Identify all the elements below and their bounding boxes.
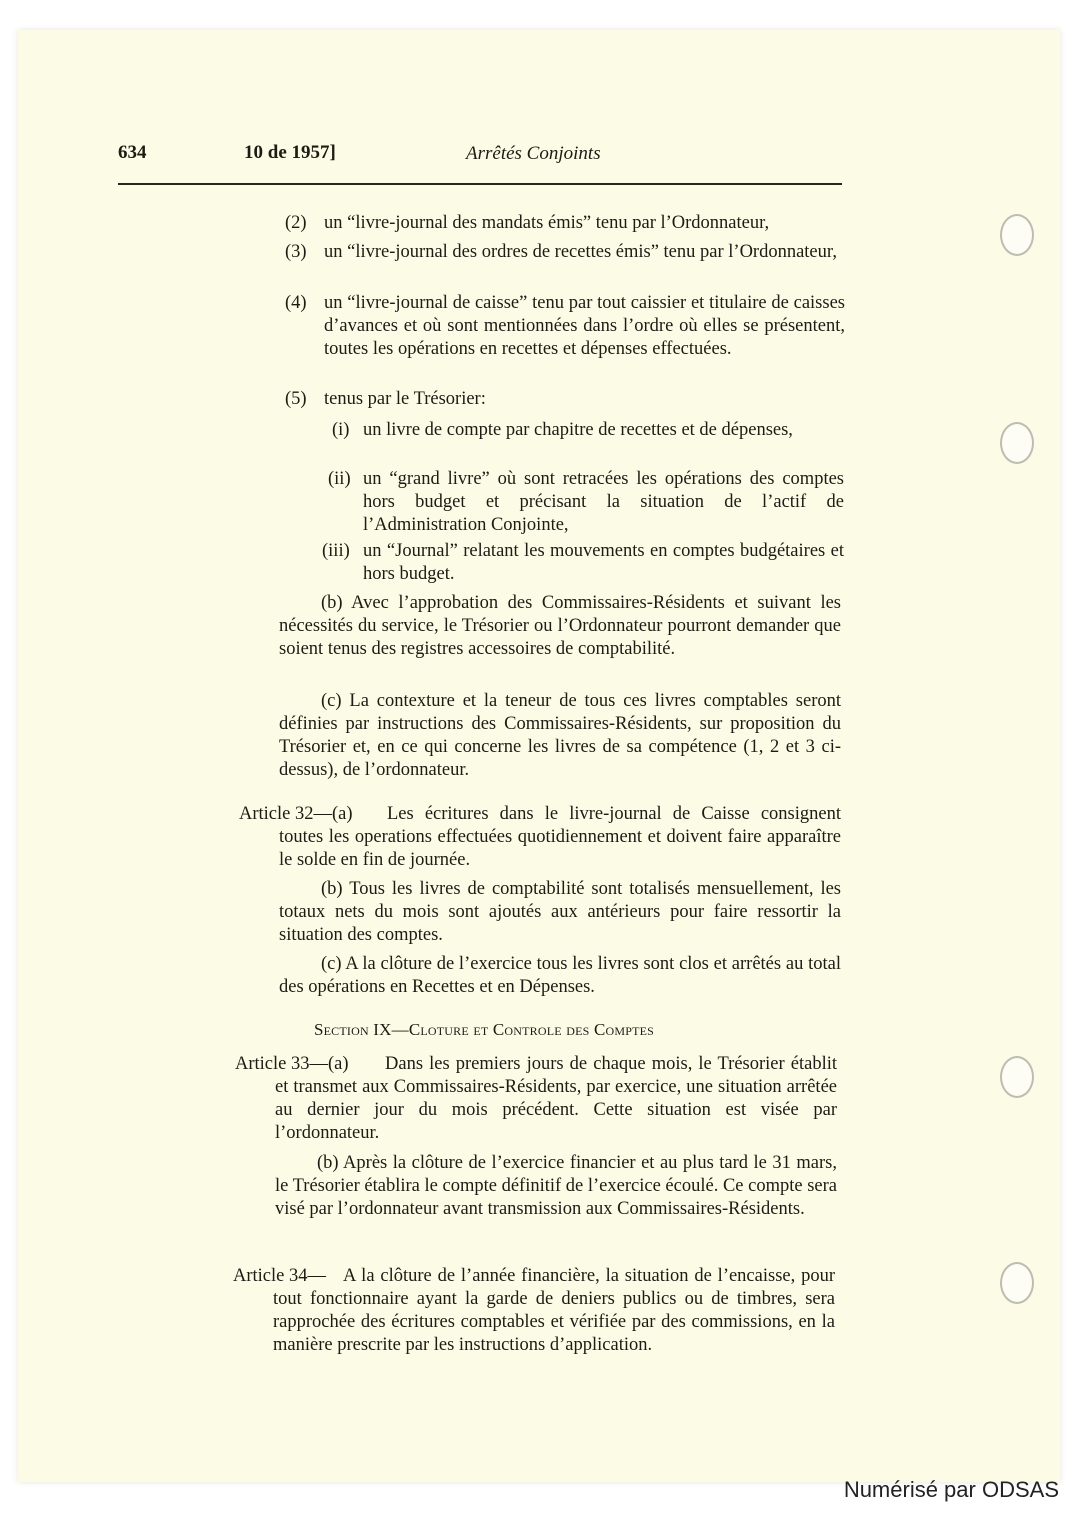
article-32-a: Les écritures dans le livre-journal de Caisse consignent toutes les operations effectuées quotidiennement et doivent faire apparaître le solde en fin de journée.: [279, 804, 841, 870]
section-heading-text: Section IX—Cloture et Controle des Comptes: [314, 1020, 655, 1039]
sub-list-text: un livre de compte par chapitre de recettes et de dépenses,: [363, 420, 793, 440]
sub-list-number: (iii): [322, 541, 350, 561]
sub-list-text: un “Journal” relatant les mouvements en comptes budgétaires et hors budget.: [363, 541, 844, 584]
list-item: [285, 292, 845, 361]
running-title: Arrêtés Conjoints: [466, 143, 601, 164]
article-34-text: A la clôture de l’année financière, la situation de l’encaisse, pour tout fonctionnaire ayant la garde de deniers publics ou de timbres, sera rapprochée des écritures comptables et vérifiée par des commissions, en la manière prescrite par les instructions d’application.: [273, 1266, 835, 1355]
article-34-label: Article 34—: [233, 1266, 326, 1286]
article-33-label: Article 33—(a): [235, 1054, 349, 1074]
article-33-b: (b) Après la clôture de l’exercice financier et au plus tard le 31 mars, le Trésorier établira le compte définitif de l’exercice écoulé. Ce compte sera visé par l’ordonnateur avant transmission aux Commissaires-Résidents.: [275, 1153, 837, 1219]
page-number: 634: [118, 142, 147, 163]
header-rule: [118, 183, 842, 185]
sub-list-item: [322, 540, 844, 586]
list-text: un “livre-journal des mandats émis” tenu par l’Ordonnateur,: [324, 213, 770, 233]
list-item: [285, 388, 845, 411]
binder-hole: [1000, 422, 1034, 464]
list-number: (3): [285, 242, 307, 262]
sub-list-item: [322, 468, 844, 537]
sub-list-item: [322, 419, 844, 442]
list-number: (4): [285, 293, 307, 313]
law-reference: 10 de 1957]: [244, 142, 336, 163]
article-33-a: Dans les premiers jours de chaque mois, le Trésorier établit et transmet aux Commissaires-Résidents, par exercice, une situation arrêtée au dernier jour du mois précédent. Cette situation est visée par l’ordonnateur.: [275, 1054, 837, 1143]
list-number: (2): [285, 213, 307, 233]
binder-hole: [1000, 1056, 1034, 1098]
article-32-c: (c) A la clôture de l’exercice tous les livres sont clos et arrêtés au total des opérations en Recettes et en Dépenses.: [279, 954, 841, 997]
section-heading: [314, 1020, 654, 1040]
article-32-b: (b) Tous les livres de comptabilité sont totalisés mensuellement, les totaux nets du mois sont ajoutés aux antérieurs pour faire ressortir la situation des comptes.: [279, 879, 841, 945]
paragraph-c: (c) La contexture et la teneur de tous ces livres comptables seront définies par instructions des Commissaires-Résidents, sur proposition du Trésorier et, en ce qui concerne les livres de sa compétence (1, 2 et 3 ci-dessus), de l’ordonnateur.: [279, 691, 841, 780]
list-item: [285, 241, 845, 264]
list-item: [285, 212, 845, 235]
sub-list-number: (ii): [328, 469, 351, 489]
digitization-credit: Numérisé par ODSAS: [843, 1477, 1059, 1502]
binder-hole: [1000, 1262, 1034, 1304]
list-number: (5): [285, 389, 307, 409]
sub-list-number: (i): [332, 420, 350, 440]
list-text: un “livre-journal de caisse” tenu par tout caissier et titulaire de caisses d’avances et où sont mentionnées dans l’ordre où elles se présentent, toutes les opérations en recettes et dépenses effectuées.: [324, 293, 845, 359]
list-text: un “livre-journal des ordres de recettes émis” tenu par l’Ordonnateur,: [324, 242, 837, 262]
binder-hole: [1000, 214, 1034, 256]
paragraph-b: (b) Avec l’approbation des Commissaires-Résidents et suivant les nécessités du service, le Trésorier ou l’Ordonnateur pourront demander que soient tenus des registres accessoires de comptabilité.: [279, 593, 841, 659]
list-text: tenus par le Trésorier:: [324, 389, 486, 409]
sub-list-text: un “grand livre” où sont retracées les opérations des comptes hors budget et précisant la situation de l’actif de l’Administration Conjointe,: [363, 469, 844, 535]
article-32-label: Article 32—(a): [239, 804, 353, 824]
